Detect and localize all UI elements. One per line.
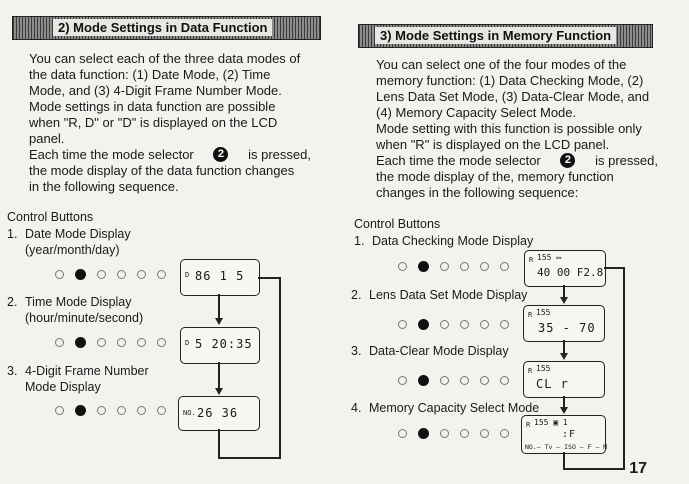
indicator-dot (440, 429, 449, 438)
indicator-dot (137, 270, 146, 279)
indicator-dot (460, 376, 469, 385)
indicator-dot (460, 429, 469, 438)
indicator-dot (157, 270, 166, 279)
flow-arrow-head (215, 318, 223, 325)
indicator-dot (117, 270, 126, 279)
indicator-dot (440, 376, 449, 385)
data-clear-mode-item: 3. Data-Clear Mode Display (351, 344, 509, 358)
indicator-dot (117, 406, 126, 415)
intro-paragraph: You can select one of the four modes of the memory function: (1) Data Checking Mode, (2) Lens Data Set Mode, (3) Data-Clear Mode, and (4) Memory Capacity Select Mode. Mode setting with this function is possible only when "R" is displayed on the LCD panel. Each time the mode selector 2 is pressed, the mode display of the, memory function changes in the following sequence: (376, 57, 658, 200)
indicator-dot (500, 376, 509, 385)
indicator-dot (460, 320, 469, 329)
indicator-dot (55, 338, 64, 347)
mode-selector-icon: 2 (213, 147, 228, 162)
indicator-dot (398, 262, 407, 271)
lcd-lens-data-display: R 155 35 - 70 (523, 305, 605, 342)
time-mode-item: 2. Time Mode Display (hour/minute/second) (7, 295, 144, 325)
indicator-dot (157, 406, 166, 415)
indicator-dot (137, 406, 146, 415)
indicator-dot (480, 376, 489, 385)
indicator-dot (480, 320, 489, 329)
mode-indicator-dots (398, 318, 518, 330)
indicator-dot-active (75, 337, 86, 348)
flow-arrow-head (560, 407, 568, 414)
indicator-dot (440, 262, 449, 271)
flow-arrow-line (563, 340, 565, 354)
indicator-dot (97, 338, 106, 347)
indicator-dot (117, 338, 126, 347)
page-number: 17 (629, 460, 647, 477)
return-loop-line (218, 429, 220, 459)
intro-paragraph: You can select each of the three data modes of the data function: (1) Date Mode, (2) Time Mode, and (3) 4-Digit Frame Number Mode. Mode settings in data function are possible when "R, D" or "D" is displayed on the LCD panel. Each time the mode selector 2 is pressed, the mode display of the data function changes in the following sequence. (29, 51, 311, 194)
indicator-dot (157, 338, 166, 347)
lcd-data-checking-display: R 155 ▭ 40 00 F2.8 (524, 250, 606, 287)
section-banner-data-function (12, 16, 321, 40)
indicator-dot (480, 262, 489, 271)
banner-title: 3) Mode Settings in Memory Function (375, 27, 616, 44)
control-buttons-heading: Control Buttons (7, 210, 94, 224)
indicator-dot (55, 406, 64, 415)
indicator-dot (398, 376, 407, 385)
indicator-dot-active (418, 375, 429, 386)
return-loop-line (623, 267, 625, 470)
lcd-memory-capacity-display: R 155 ▣ 1 :F NO.— Tv — ISO — F — M (521, 415, 606, 454)
indicator-dot (480, 429, 489, 438)
indicator-dot-active (418, 428, 429, 439)
banner-title: 2) Mode Settings in Data Function (53, 19, 272, 36)
flow-arrow-line (218, 362, 220, 389)
indicator-dot (500, 429, 509, 438)
return-loop-line (279, 277, 281, 459)
indicator-dot-active (418, 261, 429, 272)
mode-indicator-dots (398, 427, 518, 439)
indicator-dot-active (75, 269, 86, 280)
indicator-dot (460, 262, 469, 271)
indicator-dot (500, 320, 509, 329)
indicator-dot (97, 270, 106, 279)
indicator-dot (500, 262, 509, 271)
flow-arrow-head (215, 388, 223, 395)
lcd-frame-number-display: NO. 26 36 (178, 396, 260, 431)
return-loop-line (604, 267, 624, 269)
lcd-date-display: D 86 1 5 (180, 259, 260, 296)
mode-indicator-dots (55, 336, 175, 348)
indicator-dot (97, 406, 106, 415)
section-banner-memory-function (358, 24, 653, 48)
mode-selector-icon: 2 (560, 153, 575, 168)
control-buttons-heading: Control Buttons (354, 217, 441, 231)
indicator-dot-active (75, 405, 86, 416)
frame-number-mode-item: 3. 4-Digit Frame Number Mode Display (7, 364, 149, 394)
return-loop-line (218, 457, 281, 459)
mode-indicator-dots (398, 260, 518, 272)
left-column (0, 0, 332, 484)
return-loop-line (563, 468, 625, 470)
indicator-dot-active (418, 319, 429, 330)
return-loop-line (563, 452, 565, 470)
indicator-dot (398, 320, 407, 329)
right-column (346, 0, 689, 484)
indicator-dot (55, 270, 64, 279)
return-loop-line (258, 277, 280, 279)
mode-indicator-dots (55, 404, 175, 416)
flow-arrow-line (218, 294, 220, 319)
lcd-time-display: D 5 20:35 (180, 327, 260, 364)
indicator-dot (137, 338, 146, 347)
flow-arrow-head (560, 353, 568, 360)
flow-arrow-head (560, 297, 568, 304)
mode-indicator-dots (398, 374, 518, 386)
mode-indicator-dots (55, 268, 175, 280)
indicator-dot (398, 429, 407, 438)
lcd-data-clear-display: R 155 CL r (523, 361, 605, 398)
data-checking-mode-item: 1. Data Checking Mode Display (354, 234, 534, 248)
indicator-dot (440, 320, 449, 329)
lens-data-set-mode-item: 2. Lens Data Set Mode Display (351, 288, 528, 302)
date-mode-item: 1. Date Mode Display (year/month/day) (7, 227, 131, 257)
memory-capacity-mode-item: 4. Memory Capacity Select Mode (351, 401, 540, 415)
